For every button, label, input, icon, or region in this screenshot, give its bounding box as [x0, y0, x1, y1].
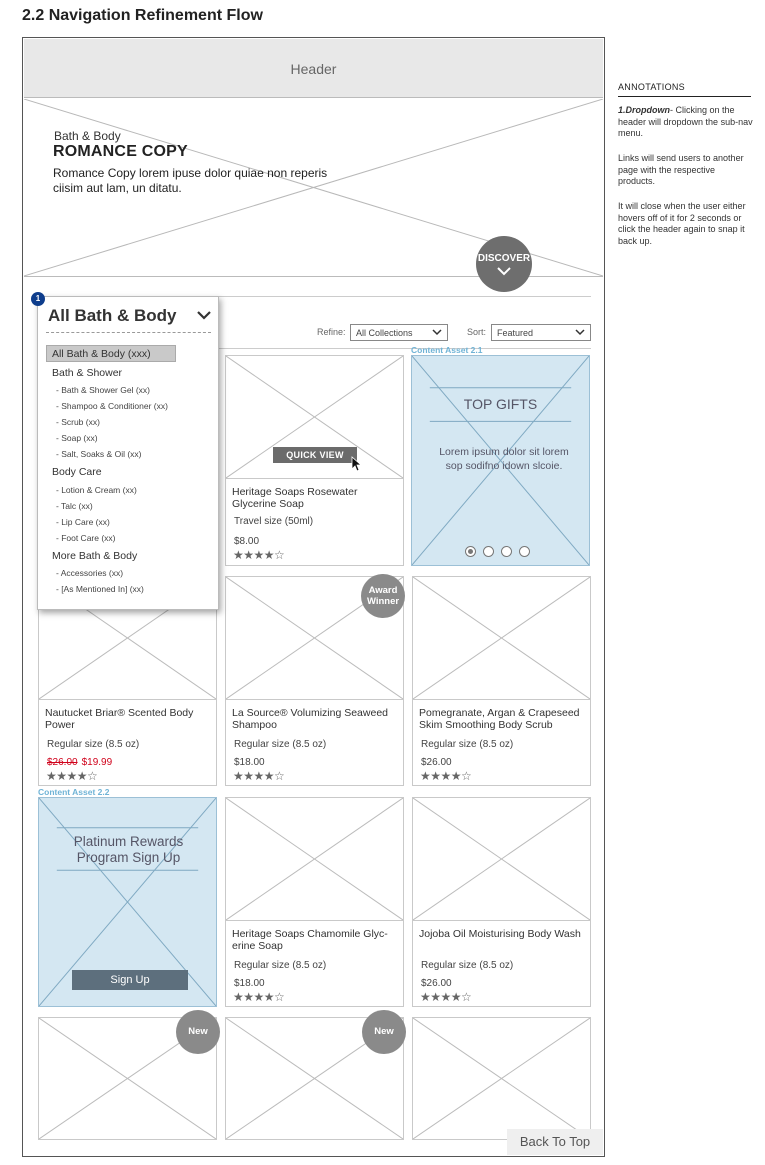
- dropdown-subitem[interactable]: - Bath & Shower Gel (xx): [56, 385, 151, 395]
- annotation-text: Links will send users to another page with the respective products.: [618, 153, 744, 186]
- dropdown-subitem[interactable]: - [As Mentioned In] (xx): [56, 584, 144, 594]
- sign-up-button[interactable]: Sign Up: [72, 970, 188, 990]
- product-size: Regular size (8.5 oz): [421, 960, 514, 971]
- product-price: $26.00: [421, 757, 452, 768]
- product-name[interactable]: Heritage Soaps Chamomile Glyc- erine Soap: [232, 928, 388, 952]
- product-card[interactable]: [412, 797, 591, 1007]
- product-name[interactable]: Nautucket Briar® Scented Body Power: [45, 707, 194, 731]
- product-image[interactable]: [226, 798, 403, 921]
- dropdown-subitem[interactable]: - Salt, Soaks & Oil (xx): [56, 449, 142, 459]
- hero-category: Bath & Body: [54, 129, 121, 143]
- dropdown-subitem[interactable]: - Scrub (xx): [56, 417, 100, 427]
- annotation-dropdown: [618, 105, 754, 140]
- sort-label: Sort:: [467, 327, 487, 337]
- new-badge: New: [362, 1010, 406, 1054]
- dropdown-subitem[interactable]: - Foot Care (xx): [56, 533, 116, 543]
- product-price: $18.00: [234, 978, 265, 989]
- annotation-term: 1.Dropdown: [618, 105, 670, 115]
- original-price: $26.00: [47, 757, 78, 768]
- chevron-down-icon: [432, 328, 442, 336]
- discover-button[interactable]: [476, 236, 532, 292]
- product-price: $18.00: [234, 757, 265, 768]
- product-price: $8.00: [234, 536, 260, 547]
- award-winner-badge: Award Winner: [361, 574, 405, 618]
- dropdown-subitem[interactable]: - Accessories (xx): [56, 568, 124, 578]
- cursor-icon: [351, 456, 363, 472]
- annotation-text: It will close when the user either hovers off of it for 2 seconds or click the header again to snap it back up.: [618, 201, 746, 246]
- product-image[interactable]: [413, 577, 590, 700]
- sale-price: $19.99: [81, 757, 113, 768]
- content-asset-top-gifts[interactable]: [411, 355, 590, 566]
- hero-title: ROMANCE COPY: [53, 143, 188, 160]
- product-size: Regular size (8.5 oz): [234, 960, 327, 971]
- dropdown-subitem[interactable]: - Soap (xx): [56, 433, 98, 443]
- back-to-top-button[interactable]: Back To Top: [507, 1129, 603, 1155]
- annotation-text: - Clicking on the header will dropdown the sub-nav menu.: [618, 105, 753, 138]
- discover-label: DISCOVER: [477, 253, 531, 264]
- product-card[interactable]: [412, 576, 591, 786]
- product-card[interactable]: [225, 355, 404, 566]
- product-price: $26.00: [421, 978, 452, 989]
- top-gifts-title: TOP GIFTS: [463, 396, 538, 412]
- rating-stars: ★★★★☆: [233, 990, 285, 1004]
- carousel-dot-active: [468, 549, 473, 554]
- chevron-down-icon: [575, 328, 585, 336]
- product-card[interactable]: [225, 576, 404, 786]
- content-asset-rewards[interactable]: [38, 797, 217, 1007]
- product-name[interactable]: La Source® Volumizing Seaweed Shampoo: [232, 707, 388, 731]
- product-card[interactable]: [412, 1017, 591, 1140]
- chevron-down-icon[interactable]: [197, 310, 211, 320]
- product-card[interactable]: [225, 797, 404, 1007]
- rating-stars: ★★★★☆: [233, 548, 285, 562]
- dropdown-group-body-care[interactable]: Body Care: [52, 466, 102, 478]
- rating-stars: ★★★★☆: [233, 769, 285, 783]
- page-title: 2.2 Navigation Refinement Flow: [22, 7, 263, 24]
- dropdown-item-all[interactable]: All Bath & Body (xxx): [52, 348, 151, 360]
- annotation-marker: 1: [31, 292, 45, 306]
- carousel-dot[interactable]: [501, 546, 512, 557]
- annotations-heading: ANNOTATIONS: [618, 82, 685, 92]
- product-size: Regular size (8.5 oz): [421, 739, 514, 750]
- refine-value: All Collections: [356, 328, 413, 338]
- rating-stars: ★★★★☆: [420, 990, 472, 1004]
- product-card[interactable]: [225, 1017, 404, 1140]
- sort-value: Featured: [497, 328, 534, 338]
- product-name[interactable]: Pomegranate, Argan & Crapeseed Skim Smoothing Body Scrub: [419, 707, 580, 731]
- hero-copy: Romance Copy lorem ipuse dolor quiae non reperis ciisim aut lam, un ditatu.: [53, 166, 328, 195]
- dropdown-group-bath-shower[interactable]: Bath & Shower: [52, 367, 123, 379]
- category-dropdown[interactable]: [37, 296, 219, 610]
- annotations-divider: [618, 96, 751, 97]
- product-card[interactable]: [38, 1017, 217, 1140]
- top-gifts-body: Lorem ipsum dolor sit lorem sop sodifno idown slcoie.: [439, 446, 569, 472]
- refine-select[interactable]: [350, 324, 448, 341]
- dropdown-group-more[interactable]: More Bath & Body: [52, 550, 138, 562]
- new-badge: New: [176, 1010, 220, 1054]
- carousel-dots[interactable]: [465, 546, 545, 558]
- product-name[interactable]: Jojoba Oil Moisturising Body Wash: [419, 928, 581, 940]
- content-asset-label: Content Asset 2.1: [411, 345, 483, 355]
- product-name[interactable]: Heritage Soaps Rosewater Glycerine Soap: [232, 486, 358, 510]
- product-price: [47, 757, 112, 768]
- content-asset-label: Content Asset 2.2: [38, 787, 110, 797]
- rewards-title: Platinum Rewards Program Sign Up: [73, 834, 184, 865]
- refine-label: Refine:: [317, 327, 346, 337]
- dropdown-divider: [46, 332, 211, 333]
- dropdown-subitem[interactable]: - Lotion & Cream (xx): [56, 485, 137, 495]
- product-size: Travel size (50ml): [234, 516, 314, 527]
- sort-select[interactable]: [491, 324, 591, 341]
- chevron-down-icon: [497, 266, 511, 276]
- dropdown-subitem[interactable]: - Lip Care (xx): [56, 517, 110, 527]
- product-size: Regular size (8.5 oz): [47, 739, 140, 750]
- header-label: Header: [290, 61, 337, 77]
- rating-stars: ★★★★☆: [46, 769, 98, 783]
- rating-stars: ★★★★☆: [420, 769, 472, 783]
- product-image[interactable]: [413, 798, 590, 921]
- carousel-dot[interactable]: [483, 546, 494, 557]
- carousel-dot[interactable]: [519, 546, 530, 557]
- dropdown-subitem[interactable]: - Talc (xx): [56, 501, 93, 511]
- quick-view-button[interactable]: QUICK VIEW: [273, 447, 357, 463]
- dropdown-title[interactable]: All Bath & Body: [48, 306, 177, 325]
- product-size: Regular size (8.5 oz): [234, 739, 327, 750]
- dropdown-subitem[interactable]: - Shampoo & Conditioner (xx): [56, 401, 168, 411]
- site-header[interactable]: [24, 39, 603, 98]
